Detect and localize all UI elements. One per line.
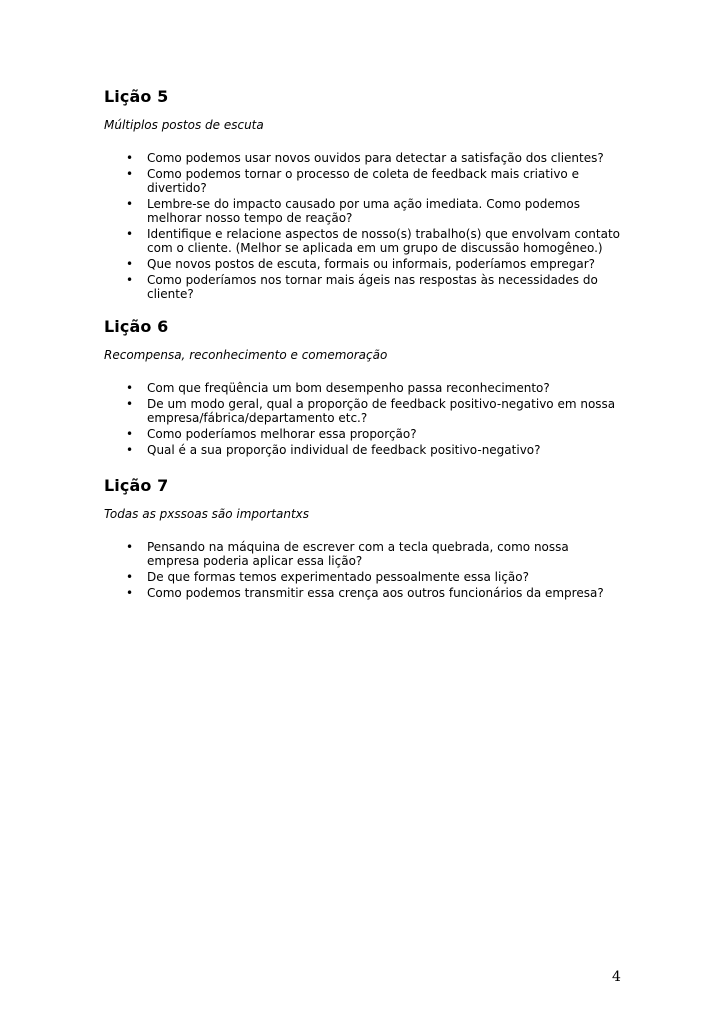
list-item-text: Como poderíamos nos tornar mais ágeis nas respostas às necessidades do cliente? [147, 273, 598, 301]
list-item [104, 397, 624, 425]
lesson-6-title: Lição 6 [104, 317, 169, 336]
lesson-6-section [104, 317, 624, 457]
list-item [104, 427, 624, 441]
list-item [104, 151, 624, 165]
lesson-7-subtitle: Todas as pxssoas são importantxs [104, 507, 310, 521]
bullet-icon: • [126, 257, 134, 271]
list-item [104, 273, 624, 301]
bullet-icon: • [126, 381, 134, 395]
list-item [104, 540, 624, 568]
list-item-text: De que formas temos experimentado pessoalmente essa lição? [147, 570, 529, 584]
list-item-text: Qual é a sua proporção individual de feedback positivo-negativo? [147, 443, 541, 457]
list-item-text: Como poderíamos melhorar essa proporção? [147, 427, 417, 441]
document-content [104, 87, 624, 602]
lesson-7-list [104, 540, 624, 600]
bullet-icon: • [126, 273, 134, 287]
list-item [104, 586, 624, 600]
list-item [104, 197, 624, 225]
list-item-text: Com que freqüência um bom desempenho passa reconhecimento? [147, 381, 550, 395]
lesson-7-section [104, 476, 624, 600]
list-item-text: Que novos postos de escuta, formais ou informais, poderíamos empregar? [147, 257, 596, 271]
lesson-5-title: Lição 5 [104, 87, 169, 106]
list-item-text: Lembre-se do impacto causado por uma ação imediata. Como podemos melhorar nosso tempo de reação? [147, 197, 580, 225]
list-item-text: Identifique e relacione aspectos de nosso(s) trabalho(s) que envolvam contato com o cliente. (Melhor se aplicada em um grupo de discussão homogêneo.) [147, 227, 620, 255]
bullet-icon: • [126, 540, 134, 554]
list-item-text: Como podemos transmitir essa crença aos outros funcionários da empresa? [147, 586, 604, 600]
lesson-5-section [104, 87, 624, 301]
list-item-text: Como podemos tornar o processo de coleta de feedback mais criativo e divertido? [147, 167, 579, 195]
lesson-7-title: Lição 7 [104, 476, 169, 495]
bullet-icon: • [126, 427, 134, 441]
bullet-icon: • [126, 397, 134, 411]
list-item-text: Como podemos usar novos ouvidos para detectar a satisfação dos clientes? [147, 151, 604, 165]
list-item-text: Pensando na máquina de escrever com a tecla quebrada, como nossa empresa poderia aplicar essa lição? [147, 540, 569, 568]
list-item [104, 167, 624, 195]
lesson-6-subtitle: Recompensa, reconhecimento e comemoração [104, 348, 388, 362]
lesson-5-list [104, 151, 624, 301]
bullet-icon: • [126, 151, 134, 165]
list-item [104, 381, 624, 395]
list-item-text: De um modo geral, qual a proporção de feedback positivo-negativo em nossa empresa/fábrica/departamento etc.? [147, 397, 616, 425]
list-item [104, 227, 624, 255]
bullet-icon: • [126, 443, 134, 457]
list-item [104, 570, 624, 584]
bullet-icon: • [126, 167, 134, 181]
section-spacer [104, 459, 624, 476]
section-spacer [104, 303, 624, 317]
bullet-icon: • [126, 197, 134, 211]
lesson-5-subtitle: Múltiplos postos de escuta [104, 118, 264, 132]
bullet-icon: • [126, 227, 134, 241]
page-number: 4 [612, 969, 621, 985]
lesson-6-list [104, 381, 624, 457]
bullet-icon: • [126, 570, 134, 584]
list-item [104, 257, 624, 271]
bullet-icon: • [126, 586, 134, 600]
list-item [104, 443, 624, 457]
